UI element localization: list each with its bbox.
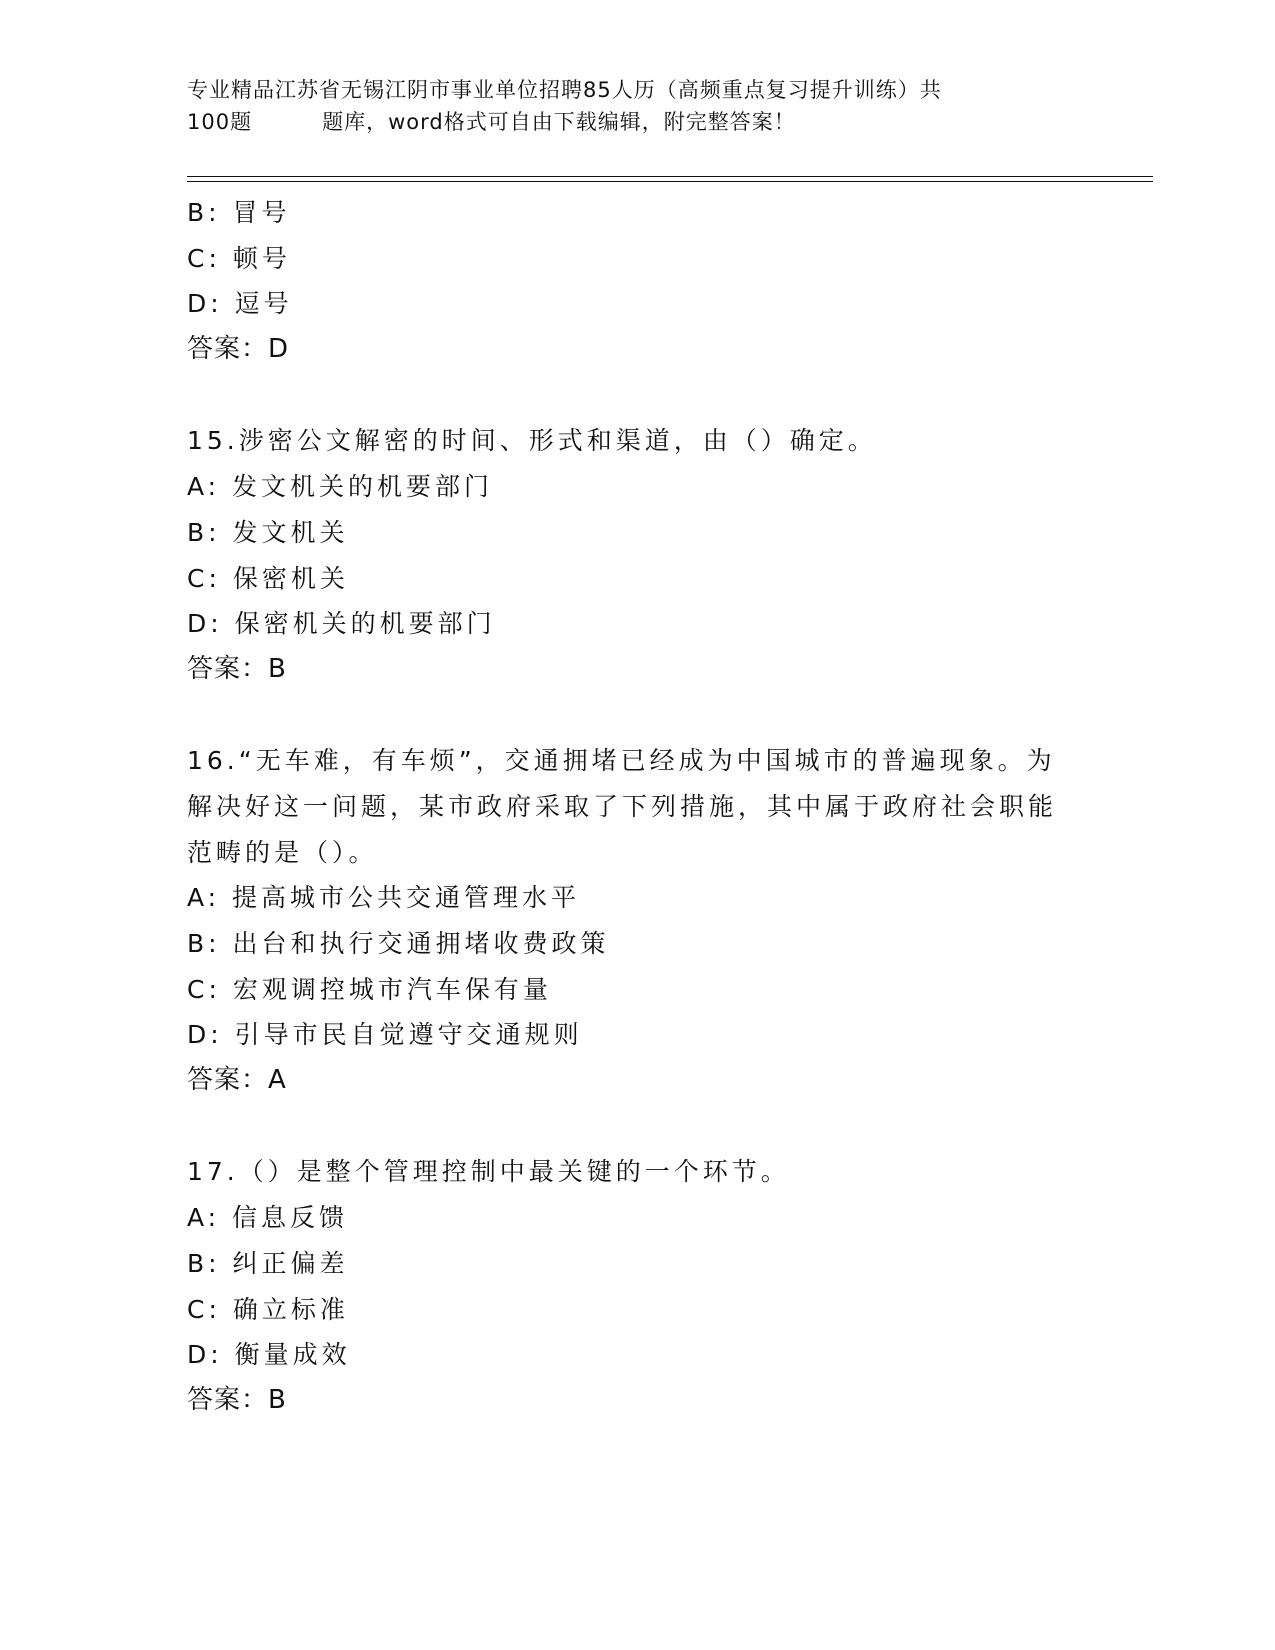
option-b: B: 发文机关	[187, 517, 349, 547]
option-d: D: 逗号	[187, 289, 293, 319]
answer-line: 答案：D	[187, 334, 290, 365]
question-text: 15.涉密公文解密的时间、形式和渠道，由（）确定。	[187, 426, 877, 456]
header-description: 题库，word格式可自由下载编辑，附完整答案！	[322, 110, 796, 134]
question-text-line-1: 16.“无车难，有车烦”，交通拥堵已经成为中国城市的普遍现象。为	[187, 746, 1056, 776]
option-a: A: 信息反馈	[187, 1203, 349, 1233]
question-text: 17.（）是整个管理控制中最关键的一个环节。	[187, 1157, 790, 1187]
option-c: C: 保密机关	[187, 563, 349, 593]
option-c: C: 宏观调控城市汽车保有量	[187, 974, 552, 1004]
question-list	[187, 190, 1087, 1424]
answer-line: 答案：A	[187, 1065, 287, 1096]
option-c: C: 顿号	[187, 243, 291, 273]
question-text-line-3: 范畴的是（）。	[187, 837, 378, 867]
option-a: A: 提高城市公共交通管理水平	[187, 883, 581, 913]
option-c: C: 确立标准	[187, 1294, 349, 1324]
header-count: 100题	[187, 110, 253, 134]
question-14	[187, 190, 1087, 373]
answer-line: 答案：B	[187, 1384, 287, 1415]
option-d: D: 衡量成效	[187, 1340, 351, 1370]
header-title-line-1: 专业精品江苏省无锡江阴市事业单位招聘85人历（高频重点复习提升训练）共	[187, 78, 942, 102]
document-header	[187, 74, 1067, 138]
option-b: B: 纠正偏差	[187, 1248, 349, 1278]
answer-line: 答案：B	[187, 653, 287, 684]
option-b: B: 出台和执行交通拥堵收费政策	[187, 929, 610, 958]
option-d: D: 保密机关的机要部门	[187, 609, 496, 639]
header-divider-top	[187, 176, 1153, 177]
question-16	[187, 738, 1087, 1104]
header-divider-bottom	[187, 181, 1153, 182]
question-15	[187, 418, 1087, 692]
header-title-line-2	[187, 106, 1067, 138]
question-text-line-2: 解决好这一问题，某市政府采取了下列措施，其中属于政府社会职能	[187, 791, 1058, 821]
option-b: B: 冒号	[187, 198, 291, 227]
option-d: D: 引导市民自觉遵守交通规则	[187, 1020, 583, 1050]
question-17	[187, 1149, 1087, 1423]
option-a: A: 发文机关的机要部门	[187, 472, 494, 502]
